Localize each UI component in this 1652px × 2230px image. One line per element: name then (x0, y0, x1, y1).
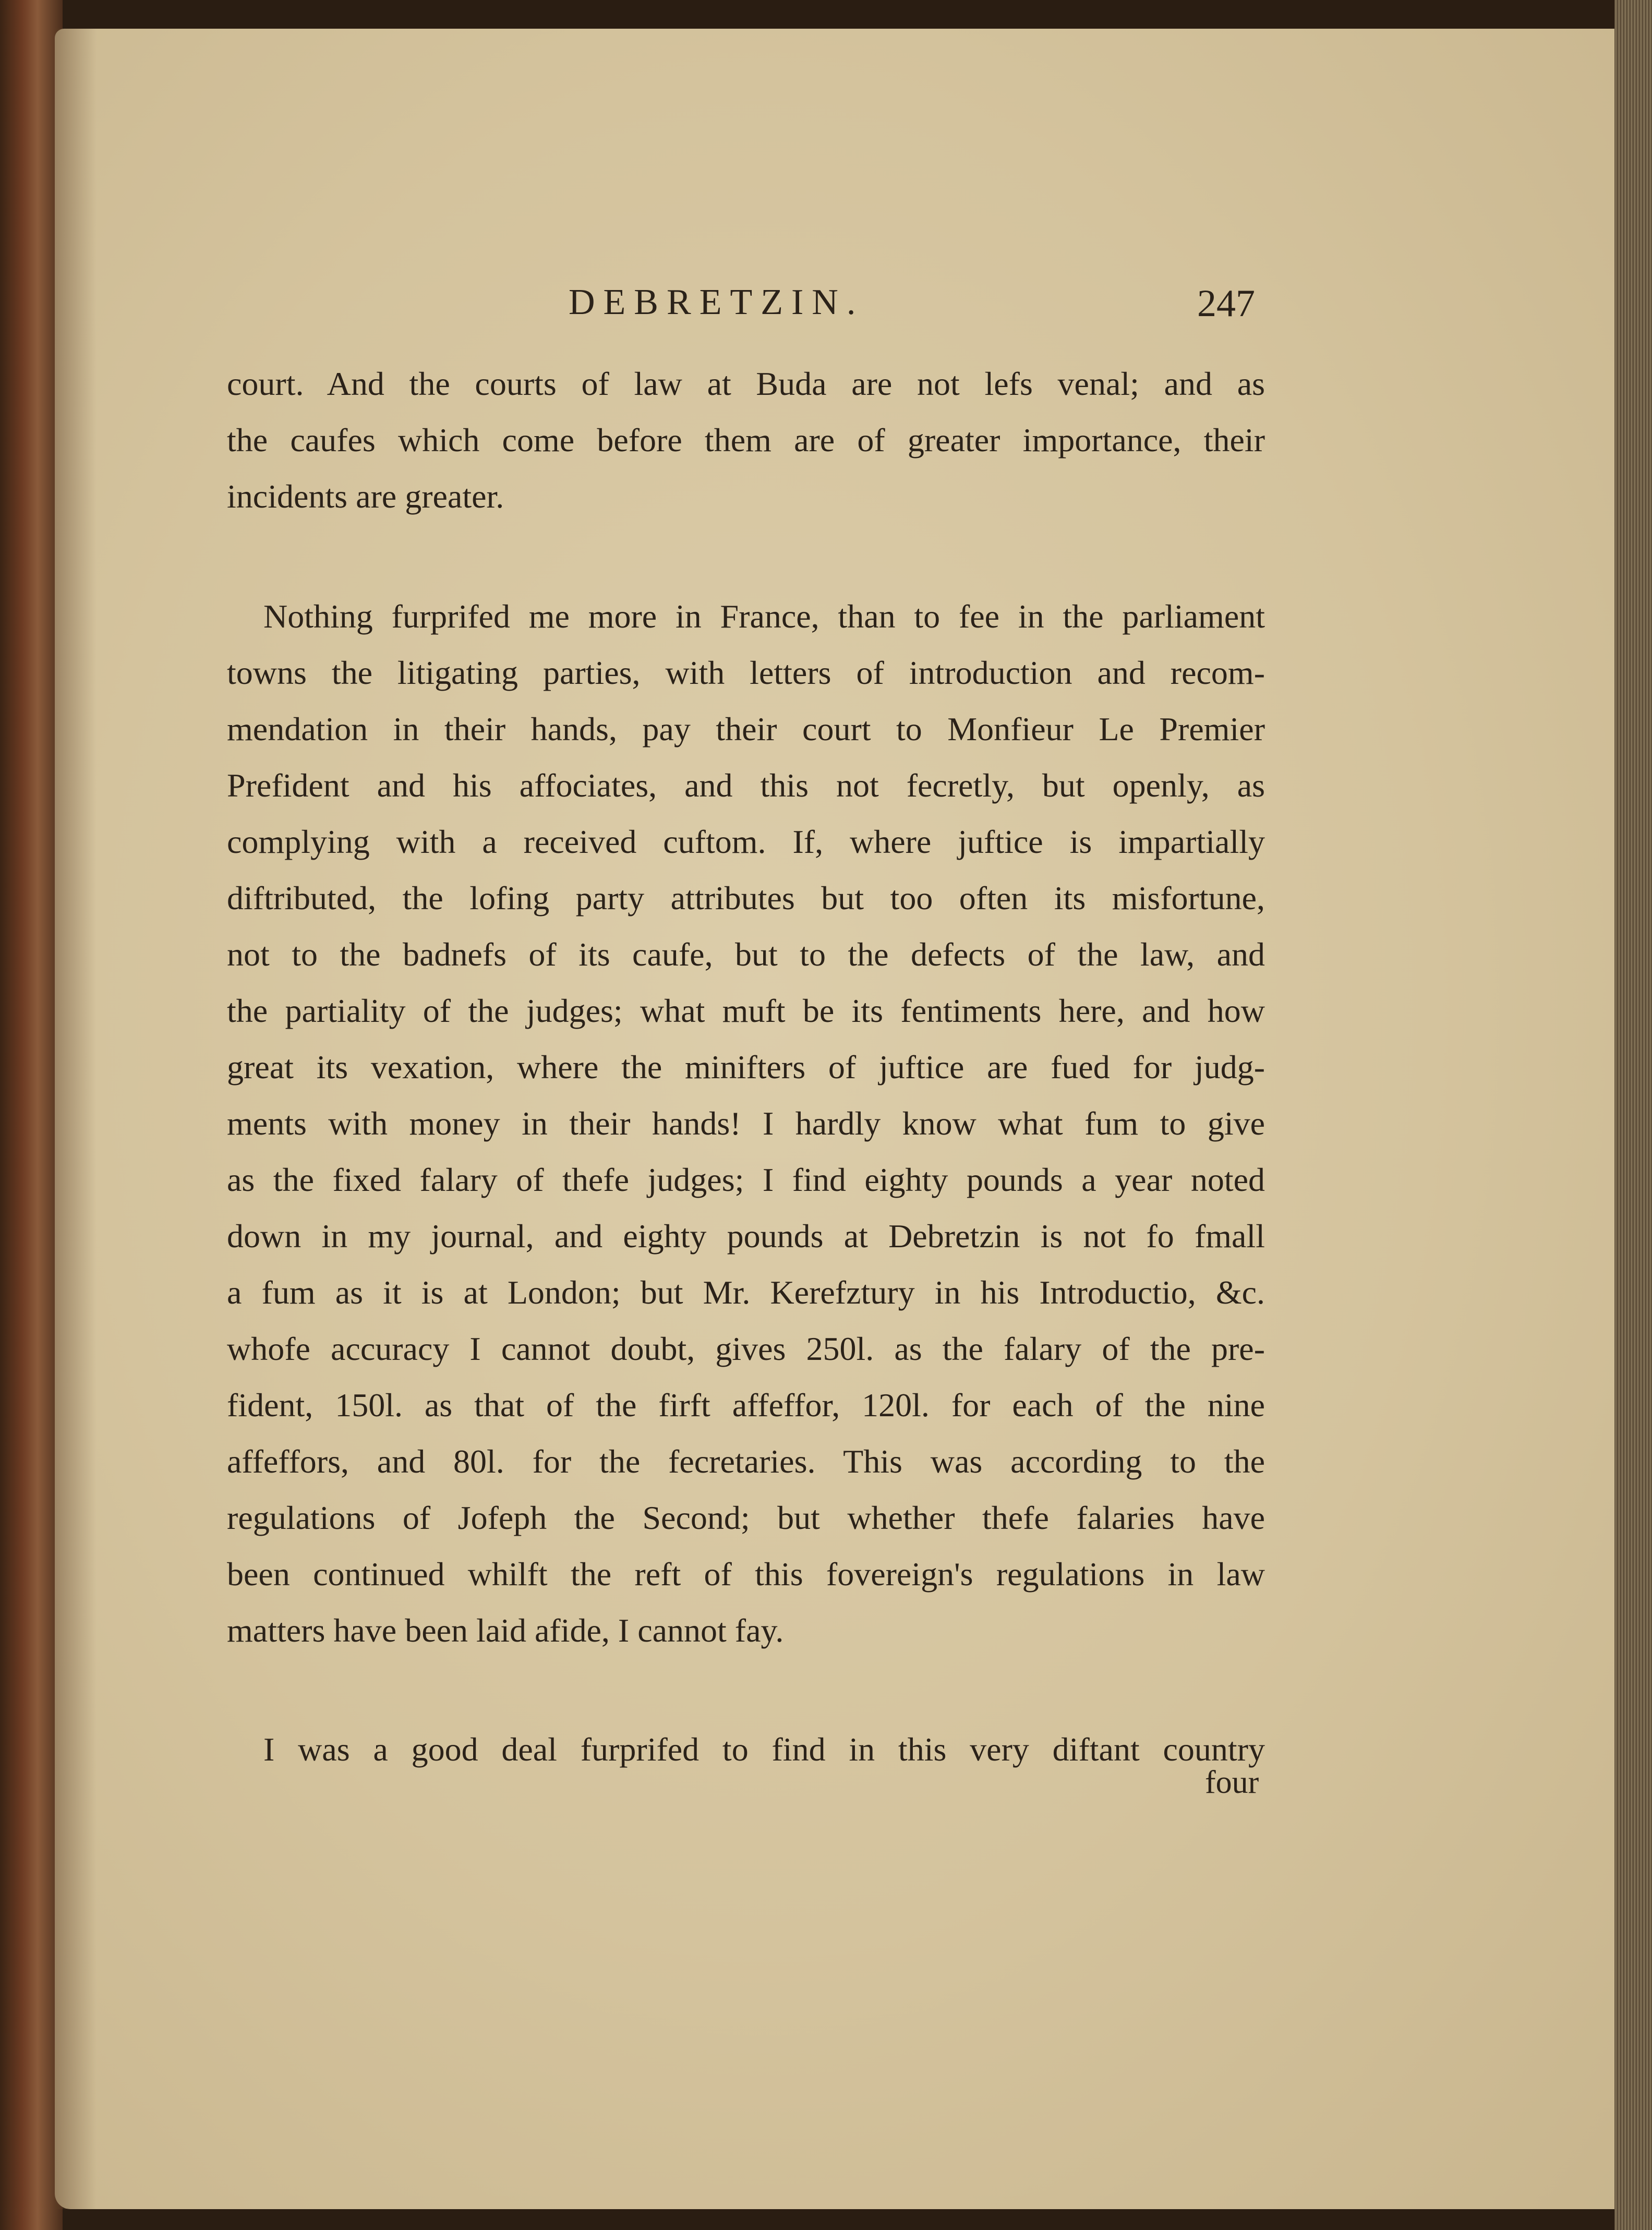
text-line-16: a fum as it is at London; but Mr. Kerefztury in his Introductio, &c. (227, 1274, 1265, 1311)
text-line-23: I was a good deal furprifed to find in this very diftant country (263, 1731, 1265, 1768)
text-line-9: diftributed, the lofing party attributes but too often its misfortune, (227, 879, 1265, 917)
catchword: four (1205, 1765, 1259, 1800)
text-line-2: the caufes which come before them are of greater importance, their (227, 421, 1265, 459)
text-line-12: great its vexation, where the minifters of juftice are fued for judg- (227, 1048, 1265, 1086)
book-binding (0, 0, 63, 2230)
page-gutter-shadow (55, 29, 97, 2209)
text-line-8: complying with a received cuftom. If, where juftice is impartially (227, 823, 1265, 860)
text-line-15: down in my journal, and eighty pounds at Debretzin is not fo fmall (227, 1218, 1265, 1255)
text-line-1: court. And the courts of law at Buda are not lefs venal; and as (227, 365, 1265, 402)
text-line-4: Nothing furprifed me more in France, than to fee in the parliament (263, 598, 1265, 635)
text-line-3: incidents are greater. (227, 478, 504, 515)
text-line-22: matters have been laid afide, I cannot fay. (227, 1612, 784, 1649)
text-line-11: the partiality of the judges; what muft be its fentiments here, and how (227, 992, 1265, 1029)
text-line-6: mendation in their hands, pay their court to Monfieur Le Premier (227, 710, 1265, 748)
text-line-5: towns the litigating parties, with letters of introduction and recom- (227, 654, 1265, 691)
text-line-18: fident, 150l. as that of the firft affeffor, 120l. for each of the nine (227, 1387, 1265, 1424)
text-line-21: been continued whilft the reft of this fovereign's regulations in law (227, 1556, 1265, 1593)
page-fore-edge (1614, 0, 1652, 2230)
text-line-10: not to the badnefs of its caufe, but to the defects of the law, and (227, 936, 1265, 973)
text-line-20: regulations of Jofeph the Second; but whether thefe falaries have (227, 1499, 1265, 1536)
text-line-14: as the fixed falary of thefe judges; I find eighty pounds a year noted (227, 1161, 1265, 1198)
running-head: DEBRETZIN. (569, 282, 864, 322)
text-line-7: Prefident and his affociates, and this not fecretly, but openly, as (227, 767, 1265, 804)
page-number: 247 (1197, 282, 1255, 325)
text-line-13: ments with money in their hands! I hardly know what fum to give (227, 1105, 1265, 1142)
text-line-19: affeffors, and 80l. for the fecretaries. This was according to the (227, 1443, 1265, 1480)
text-line-17: whofe accuracy I cannot doubt, gives 250l. as the falary of the pre- (227, 1330, 1265, 1367)
